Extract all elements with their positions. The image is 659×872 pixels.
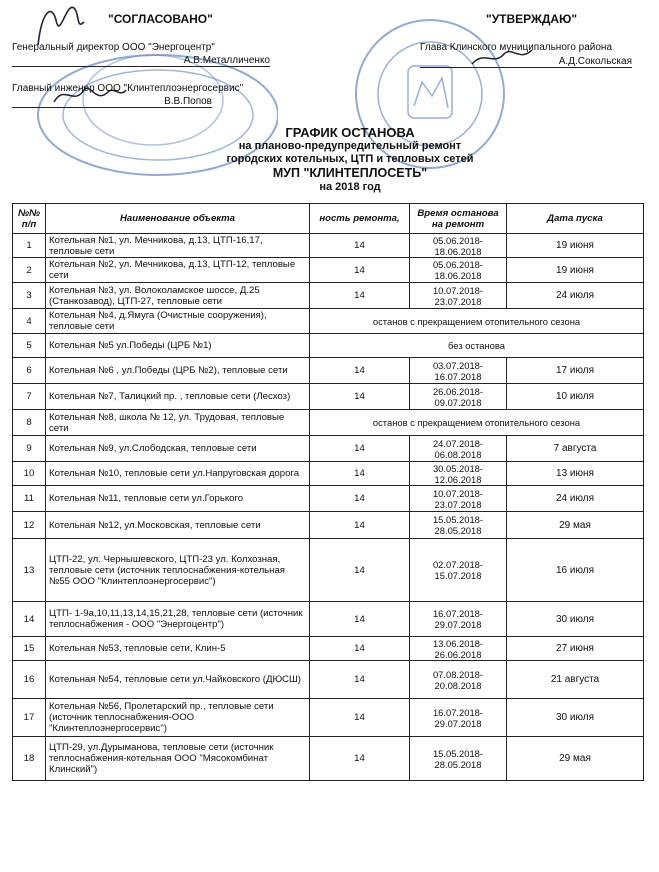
stop-period: 30.05.2018-12.06.2018	[410, 462, 507, 486]
merged-status: останов с прекращением отопительного сезона	[310, 309, 644, 334]
stop-period: 10.07.2018-23.07.2018	[410, 486, 507, 512]
title-line-1: ГРАФИК ОСТАНОВА	[285, 125, 415, 140]
approval-left-name-1: А.В.Металличенко	[12, 55, 270, 67]
title-line-4: МУП "КЛИНТЕПЛОСЕТЬ"	[272, 166, 428, 180]
table-row	[13, 699, 644, 737]
start-date: 13 июня	[507, 462, 644, 486]
schedule-table	[12, 203, 644, 781]
row-number: 4	[13, 309, 46, 334]
table-row	[13, 309, 644, 334]
table-row	[13, 358, 644, 384]
repair-duration: 14	[310, 258, 410, 283]
object-name: Котельная №2, ул. Мечникова, д.13, ЦТП-12, тепловые сети	[46, 258, 310, 283]
table-row	[13, 512, 644, 539]
approval-left-position-2: Главный инженер ООО "Клинтеплоэнергосервис"	[12, 83, 244, 94]
row-number: 13	[13, 539, 46, 602]
row-number: 17	[13, 699, 46, 737]
repair-duration: 14	[310, 539, 410, 602]
table-row	[13, 539, 644, 602]
object-name: ЦТП- 1-9а,10,11,13,14,15,21,28, тепловые сети (источник теплоснабжения - ООО "Энергоцентр")	[46, 602, 310, 637]
table-header-row	[13, 204, 644, 234]
row-number: 8	[13, 410, 46, 436]
table-row	[13, 410, 644, 436]
row-number: 3	[13, 283, 46, 309]
table-row	[13, 486, 644, 512]
table-row	[13, 661, 644, 699]
start-date: 17 июля	[507, 358, 644, 384]
repair-duration: 14	[310, 602, 410, 637]
object-name: Котельная №56, Пролетарский пр., тепловые сети (источник теплоснабжения-ООО "Клинтеплоэнергосервис")	[46, 699, 310, 737]
table-row	[13, 462, 644, 486]
object-name: ЦТП-22, ул. Чернышевского, ЦТП-23 ул. Колхозная, тепловые сети (источник теплоснабжения-котельная №55 ООО "Клинтеплоэнергосервис")	[46, 539, 310, 602]
start-date: 7 августа	[507, 436, 644, 462]
row-number: 5	[13, 334, 46, 358]
approval-right-heading: "УТВЕРЖДАЮ"	[486, 12, 578, 26]
object-name: Котельная №6 , ул.Победы (ЦРБ №2), тепловые сети	[46, 358, 310, 384]
table-row	[13, 637, 644, 661]
header-start-date: Дата пуска	[507, 204, 644, 234]
table-row	[13, 258, 644, 283]
object-name: Котельная №4, д.Ямуга (Очистные сооружения), тепловые сети	[46, 309, 310, 334]
object-name: Котельная №7, Талицкий пр. , тепловые сети (Лесхоз)	[46, 384, 310, 410]
title-line-3: городских котельных, ЦТП и тепловых сетей	[226, 153, 474, 165]
row-number: 7	[13, 384, 46, 410]
stop-period: 07.08.2018-20.08.2018	[410, 661, 507, 699]
stop-period: 26.06.2018-09.07.2018	[410, 384, 507, 410]
repair-duration: 14	[310, 637, 410, 661]
row-number: 10	[13, 462, 46, 486]
start-date: 29 мая	[507, 737, 644, 781]
repair-duration: 14	[310, 699, 410, 737]
object-name: Котельная №53, тепловые сети, Клин-5	[46, 637, 310, 661]
approval-left-name-2: В.В.Попов	[12, 96, 212, 108]
start-date: 16 июля	[507, 539, 644, 602]
stop-period: 16.07.2018-29.07.2018	[410, 699, 507, 737]
header-num: №№ п/п	[13, 204, 46, 234]
header-stop-time: Время останова на ремонт	[410, 204, 507, 234]
table-row	[13, 334, 644, 358]
row-number: 16	[13, 661, 46, 699]
row-number: 2	[13, 258, 46, 283]
row-number: 14	[13, 602, 46, 637]
stop-period: 24.07.2018-06.08.2018	[410, 436, 507, 462]
approval-left-heading: "СОГЛАСОВАНО"	[108, 12, 213, 26]
stop-period: 10.07.2018-23.07.2018	[410, 283, 507, 309]
stop-period: 15.05.2018-28.05.2018	[410, 737, 507, 781]
repair-duration: 14	[310, 436, 410, 462]
object-name: Котельная №9, ул.Слободская, тепловые сети	[46, 436, 310, 462]
object-name: Котельная №1, ул. Мечникова, д.13, ЦТП-16,17, тепловые сети	[46, 234, 310, 258]
start-date: 30 июля	[507, 699, 644, 737]
table-row	[13, 602, 644, 637]
merged-status: останов с прекращением отопительного сезона	[310, 410, 644, 436]
table-row	[13, 436, 644, 462]
stop-period: 05.06.2018-18.06.2018	[410, 258, 507, 283]
header-name: Наименование объекта	[46, 204, 310, 234]
stop-period: 05.06.2018-18.06.2018	[410, 234, 507, 258]
start-date: 24 июля	[507, 283, 644, 309]
repair-duration: 14	[310, 358, 410, 384]
approval-left-position-1: Генеральный директор ООО "Энергоцентр"	[12, 42, 215, 53]
start-date: 24 июля	[507, 486, 644, 512]
repair-duration: 14	[310, 462, 410, 486]
start-date: 30 июля	[507, 602, 644, 637]
repair-duration: 14	[310, 661, 410, 699]
object-name: ЦТП-29, ул.Дурыманова, тепловые сети (источник теплоснабжения-котельная ООО "Мясокомбинат Клинский")	[46, 737, 310, 781]
start-date: 21 августа	[507, 661, 644, 699]
stop-period: 15.05.2018-28.05.2018	[410, 512, 507, 539]
row-number: 15	[13, 637, 46, 661]
row-number: 18	[13, 737, 46, 781]
repair-duration: 14	[310, 234, 410, 258]
repair-duration: 14	[310, 283, 410, 309]
object-name: Котельная №11, тепловые сети ул.Горького	[46, 486, 310, 512]
merged-status: без останова	[310, 334, 644, 358]
table-row	[13, 384, 644, 410]
repair-duration: 14	[310, 737, 410, 781]
start-date: 19 июня	[507, 258, 644, 283]
stop-period: 16.07.2018-29.07.2018	[410, 602, 507, 637]
table-body	[13, 234, 644, 781]
table-row	[13, 283, 644, 309]
start-date: 29 мая	[507, 512, 644, 539]
stop-period: 02.07.2018-15.07.2018	[410, 539, 507, 602]
header-duration: ность ремонта,	[310, 204, 410, 234]
object-name: Котельная №5 ул.Победы (ЦРБ №1)	[46, 334, 310, 358]
object-name: Котельная №8, школа № 12, ул. Трудовая, тепловые сети	[46, 410, 310, 436]
table-row	[13, 737, 644, 781]
approval-right-name: А.Д.Сокольская	[420, 56, 632, 68]
row-number: 1	[13, 234, 46, 258]
stop-period: 03.07.2018-16.07.2018	[410, 358, 507, 384]
row-number: 11	[13, 486, 46, 512]
row-number: 9	[13, 436, 46, 462]
object-name: Котельная №3, ул. Волоколамское шоссе, Д.25 (Станкозавод), ЦТП-27, тепловые сети	[46, 283, 310, 309]
repair-duration: 14	[310, 384, 410, 410]
start-date: 10 июля	[507, 384, 644, 410]
object-name: Котельная №12, ул.Московская, тепловые сети	[46, 512, 310, 539]
row-number: 12	[13, 512, 46, 539]
stop-period: 13.06.2018-26.06.2018	[410, 637, 507, 661]
row-number: 6	[13, 358, 46, 384]
repair-duration: 14	[310, 486, 410, 512]
start-date: 19 июня	[507, 234, 644, 258]
table-row	[13, 234, 644, 258]
document-title	[160, 125, 540, 194]
title-line-5: на 2018 год	[319, 181, 381, 193]
object-name: Котельная №54, тепловые сети ул.Чайковского (ДЮСШ)	[46, 661, 310, 699]
approval-right-position: Глава Клинского муниципального района	[420, 42, 613, 53]
repair-duration: 14	[310, 512, 410, 539]
title-line-2: на планово-предупредительный ремонт	[238, 140, 462, 152]
object-name: Котельная №10, тепловые сети ул.Напруговская дорога	[46, 462, 310, 486]
start-date: 27 июня	[507, 637, 644, 661]
